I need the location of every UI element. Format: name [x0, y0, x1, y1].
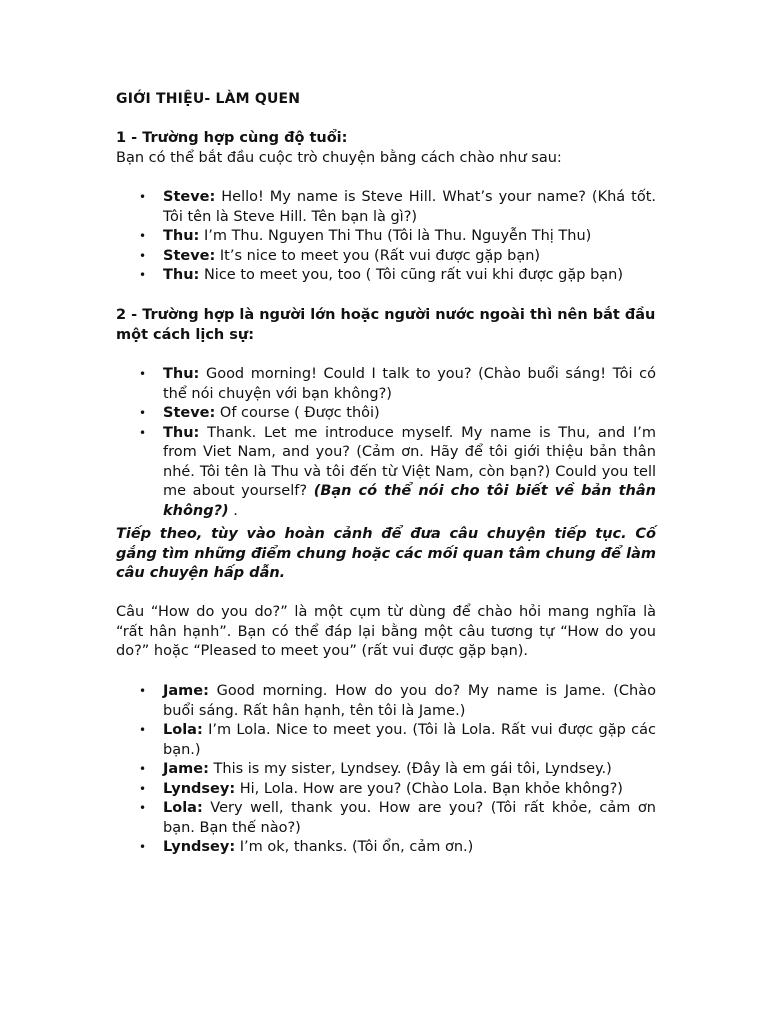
list-item — [116, 365, 656, 404]
speaker-name: Thu: — [163, 267, 200, 283]
dialogue-text: Good morning! Could I talk to you? (Chào buổi sáng! Tôi có thể nói chuyện với bạn không?) — [163, 366, 656, 402]
section-3-dialogue — [116, 682, 656, 858]
explain-paragraph: Câu “How do you do?” là một cụm từ dùng để chào hỏi mang nghĩa là “rất hân hạnh”. Bạn có thể đáp lại bằng một câu tương tự “How do you do?” hoặc “Pleased to meet you” (rất vui được gặp bạn). — [116, 604, 656, 659]
bullet-icon: • — [139, 684, 147, 698]
dialogue-text: Hello! My name is Steve Hill. What’s your name? (Khá tốt. Tôi tên là Steve Hill. Tên bạn là gì?) — [163, 189, 656, 225]
list-item — [116, 247, 656, 267]
speaker-name: Lola: — [163, 722, 203, 738]
bullet-icon: • — [139, 229, 147, 243]
dialogue-text: It’s nice to meet you (Rất vui được gặp bạn) — [215, 247, 541, 264]
list-item — [116, 760, 656, 780]
speaker-name: Lyndsey: — [163, 780, 236, 797]
bullet-icon: • — [139, 723, 147, 737]
list-item — [116, 188, 656, 227]
speaker-name: Steve: — [163, 189, 216, 205]
bullet-icon: • — [139, 406, 147, 420]
list-item — [116, 799, 656, 838]
bullet-icon: • — [139, 781, 147, 796]
speaker-name: Steve: — [163, 247, 216, 264]
bullet-icon: • — [139, 762, 147, 776]
list-item — [116, 721, 656, 760]
list-item — [116, 838, 656, 858]
list-item — [116, 227, 656, 247]
bullet-icon: • — [139, 248, 147, 263]
dialogue-text: Hi, Lola. How are you? (Chào Lola. Bạn khỏe không?) — [235, 780, 623, 797]
dialogue-text: Thank. Let me introduce myself. My name is Thu, and I’m from Viet Nam, and you? (Cảm ơn. Hãy để tôi giới thiệu bản thân nhé. Tôi tên là Thu và tôi đến từ Việt Nam, còn bạn?) Could you tell me about yourself? — [163, 424, 656, 499]
section-2-heading: 2 - Trường hợp là người lớn hoặc người nước ngoài thì nên bắt đầu một cách lịch sự: — [116, 307, 656, 343]
dialogue-text: I’m Thu. Nguyen Thi Thu (Tôi là Thu. Nguyễn Thị Thu) — [199, 228, 592, 244]
section-2-dialogue — [116, 365, 656, 521]
speaker-name: Jame: — [163, 761, 209, 777]
section-1-heading: 1 - Trường hợp cùng độ tuổi: — [116, 130, 348, 146]
bullet-icon: • — [139, 840, 147, 854]
bullet-icon: • — [139, 190, 147, 204]
dialogue-tail: . — [228, 502, 238, 519]
tip-paragraph: Tiếp theo, tùy vào hoàn cảnh để đưa câu chuyện tiếp tục. Cố gắng tìm những điểm chung hoặc các mối quan tâm chung để làm câu chuyện hấp dẫn. — [116, 526, 656, 581]
speaker-name: Lyndsey: — [163, 839, 236, 855]
list-item — [116, 404, 656, 424]
list-item — [116, 424, 656, 522]
speaker-name: Thu: — [163, 228, 200, 244]
speaker-name: Steve: — [163, 405, 216, 421]
bullet-icon: • — [139, 425, 147, 440]
speaker-name: Lola: — [163, 800, 203, 816]
section-1-intro: Bạn có thể bắt đầu cuộc trò chuyện bằng cách chào như sau: — [116, 149, 562, 166]
dialogue-text: Of course ( Được thôi) — [215, 405, 380, 421]
dialogue-text: Good morning. How do you do? My name is Jame. (Chào buổi sáng. Rất hân hạnh, tên tôi là Jame.) — [163, 683, 656, 719]
document-title: GIỚI THIỆU- LÀM QUEN — [116, 91, 301, 107]
dialogue-text: I’m ok, thanks. (Tôi ổn, cảm ơn.) — [235, 839, 474, 855]
section-1-dialogue — [116, 188, 656, 286]
speaker-name: Thu: — [163, 366, 200, 382]
list-item — [116, 682, 656, 721]
dialogue-text: Nice to meet you, too ( Tôi cũng rất vui khi được gặp bạn) — [199, 267, 624, 283]
bullet-icon: • — [139, 801, 147, 815]
speaker-name: Thu: — [163, 424, 200, 441]
dialogue-text: This is my sister, Lyndsey. (Đây là em gái tôi, Lyndsey.) — [208, 761, 612, 777]
dialogue-text: I’m Lola. Nice to meet you. (Tôi là Lola. Rất vui được gặp các bạn.) — [163, 722, 656, 758]
speaker-name: Jame: — [163, 683, 209, 699]
list-item — [116, 266, 656, 286]
bullet-icon: • — [139, 268, 147, 282]
dialogue-text: Very well, thank you. How are you? (Tôi rất khỏe, cảm ơn bạn. Bạn thế nào?) — [163, 800, 656, 836]
emphasis-text: (Bạn có thể nói cho tôi biết về bản thân không?) — [163, 483, 656, 519]
section-1 — [116, 129, 656, 168]
list-item — [116, 780, 656, 800]
bullet-icon: • — [139, 367, 147, 381]
